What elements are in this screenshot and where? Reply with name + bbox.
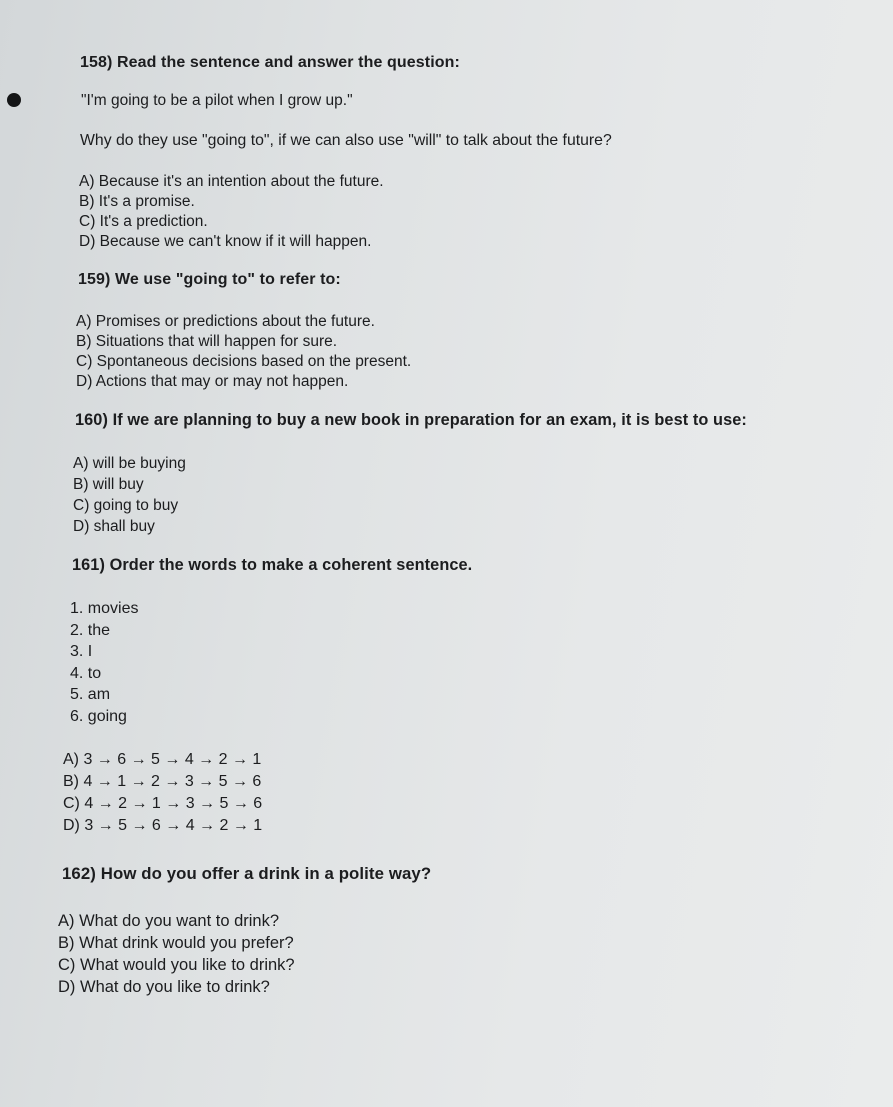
question-159-title: 159) We use "going to" to refer to: — [78, 271, 341, 288]
word-item: 4. to — [70, 664, 102, 682]
option-d: D) Actions that may or may not happen. — [76, 373, 349, 390]
question-162-title: 162) How do you offer a drink in a polite way? — [62, 864, 432, 883]
punch-hole — [7, 93, 21, 107]
option-c: C) 4 → 2 → 1 → 3 → 5 → 6 — [63, 795, 263, 812]
question-158-title: 158) Read the sentence and answer the question: — [80, 54, 460, 71]
word-item: 2. the — [70, 621, 111, 639]
word-item: 3. I — [70, 643, 93, 660]
option-a: A) will be buying — [73, 455, 186, 472]
option-b: B) What drink would you prefer? — [58, 934, 294, 952]
option-c: C) going to buy — [73, 497, 179, 514]
word-item: 1. movies — [70, 600, 139, 617]
option-a: A) What do you want to drink? — [58, 912, 280, 930]
question-161 — [72, 556, 472, 575]
question-159-options — [76, 312, 411, 392]
option-a: A) Because it's an intention about the future. — [79, 173, 384, 190]
question-160 — [75, 411, 747, 430]
option-b: B) Situations that will happen for sure. — [76, 333, 338, 350]
question-162-options — [58, 910, 295, 998]
question-158-options — [79, 172, 384, 252]
option-b: B) 4 → 1 → 2 → 3 → 5 → 6 — [63, 773, 262, 790]
option-b: B) will buy — [73, 476, 144, 493]
question-161-options — [63, 749, 262, 837]
question-158-quote: "I'm going to be a pilot when I grow up." — [81, 92, 353, 109]
option-d: D) Because we can't know if it will happen. — [79, 233, 372, 250]
option-c: C) It's a prediction. — [79, 213, 208, 230]
option-c: C) What would you like to drink? — [58, 956, 295, 974]
option-d: D) shall buy — [73, 518, 155, 535]
question-158-prompt: Why do they use "going to", if we can also use "will" to talk about the future? — [80, 132, 612, 149]
word-item: 6. going — [70, 707, 127, 725]
option-d: D) 3 → 5 → 6 → 4 → 2 → 1 — [63, 817, 263, 834]
question-160-title: 160) If we are planning to buy a new book in preparation for an exam, it is best to use: — [75, 411, 747, 429]
option-a: A) 3 → 6 → 5 → 4 → 2 → 1 — [63, 751, 262, 768]
question-160-options — [73, 453, 186, 537]
option-c: C) Spontaneous decisions based on the present. — [76, 353, 412, 370]
question-159 — [78, 271, 341, 289]
question-158 — [80, 54, 460, 72]
option-a: A) Promises or predictions about the future. — [76, 313, 375, 330]
option-d: D) What do you like to drink? — [58, 978, 270, 996]
word-item: 5. am — [70, 686, 111, 703]
question-161-word-list — [70, 598, 138, 727]
question-161-title: 161) Order the words to make a coherent sentence. — [72, 556, 473, 574]
option-b: B) It's a promise. — [79, 193, 195, 210]
question-162 — [62, 864, 431, 884]
